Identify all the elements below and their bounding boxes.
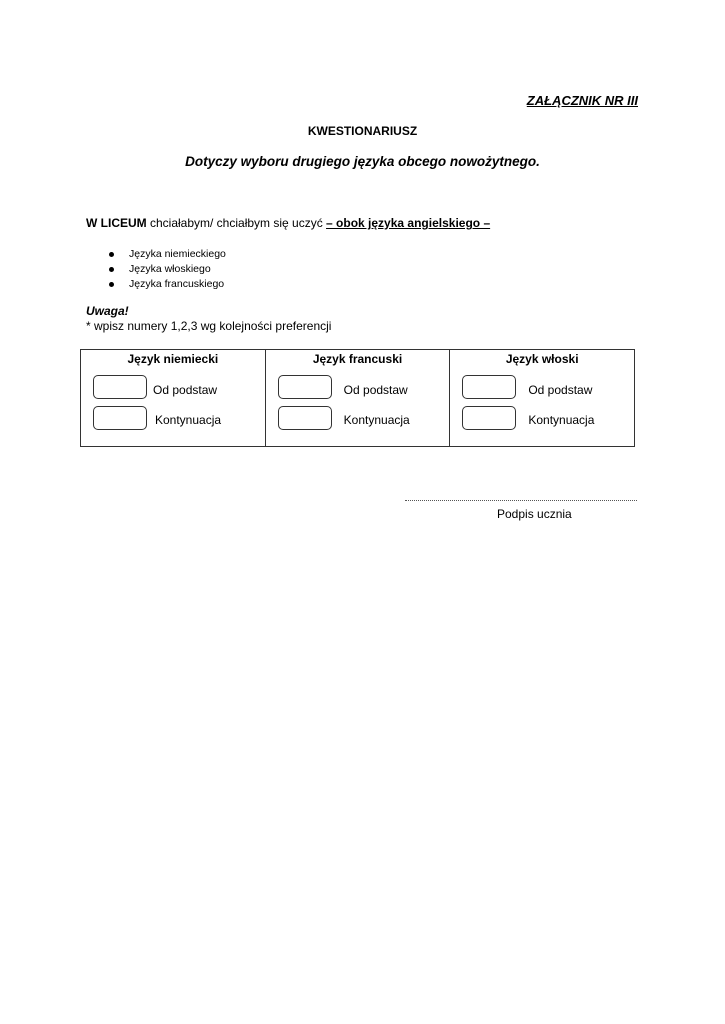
note-title: Uwaga! (86, 304, 129, 318)
intro-lead: W LICEUM (86, 216, 147, 230)
list-item (86, 247, 226, 262)
list-item (86, 262, 226, 277)
note-text: * wpisz numery 1,2,3 wg kolejności preferencji (86, 319, 332, 333)
column-italian (450, 350, 634, 446)
option-label: Kontynuacja (155, 413, 222, 427)
document-title: KWESTIONARIUSZ (307, 124, 418, 138)
intro-emphasis: – obok języka angielskiego – (326, 216, 491, 230)
language-list (86, 247, 226, 292)
intro-sentence (86, 216, 490, 230)
bullet-icon (109, 282, 114, 287)
bullet-icon (109, 267, 114, 272)
annex-label: ZAŁĄCZNIK NR III (526, 93, 638, 108)
document-subtitle: Dotyczy wyboru drugiego języka obcego nowożytnego. (185, 154, 540, 169)
german-continuation-rank-field[interactable] (93, 406, 147, 430)
list-item-label: Języka niemieckiego (129, 248, 226, 260)
option-label: Od podstaw (343, 383, 408, 397)
column-german (81, 350, 266, 446)
column-title: Język francuski (312, 352, 403, 366)
signature-label: Podpis ucznia (497, 507, 572, 521)
french-basic-rank-field[interactable] (278, 375, 332, 399)
option-label: Kontynuacja (343, 413, 410, 427)
list-item-label: Języka włoskiego (129, 263, 211, 275)
list-item-label: Języka francuskiego (129, 278, 225, 290)
column-french (266, 350, 451, 446)
german-basic-rank-field[interactable] (93, 375, 147, 399)
bullet-icon (109, 252, 114, 257)
list-item (86, 277, 226, 292)
intro-text: chciałabym/ chciałbym się uczyć (146, 216, 327, 230)
language-choice-table (80, 349, 635, 447)
column-title: Język włoski (505, 352, 579, 366)
option-label: Od podstaw (528, 383, 593, 397)
column-title: Język niemiecki (127, 352, 219, 366)
french-continuation-rank-field[interactable] (278, 406, 332, 430)
italian-continuation-rank-field[interactable] (462, 406, 516, 430)
option-label: Od podstaw (153, 383, 218, 397)
option-label: Kontynuacja (528, 413, 595, 427)
signature-line[interactable] (405, 500, 637, 501)
italian-basic-rank-field[interactable] (462, 375, 516, 399)
